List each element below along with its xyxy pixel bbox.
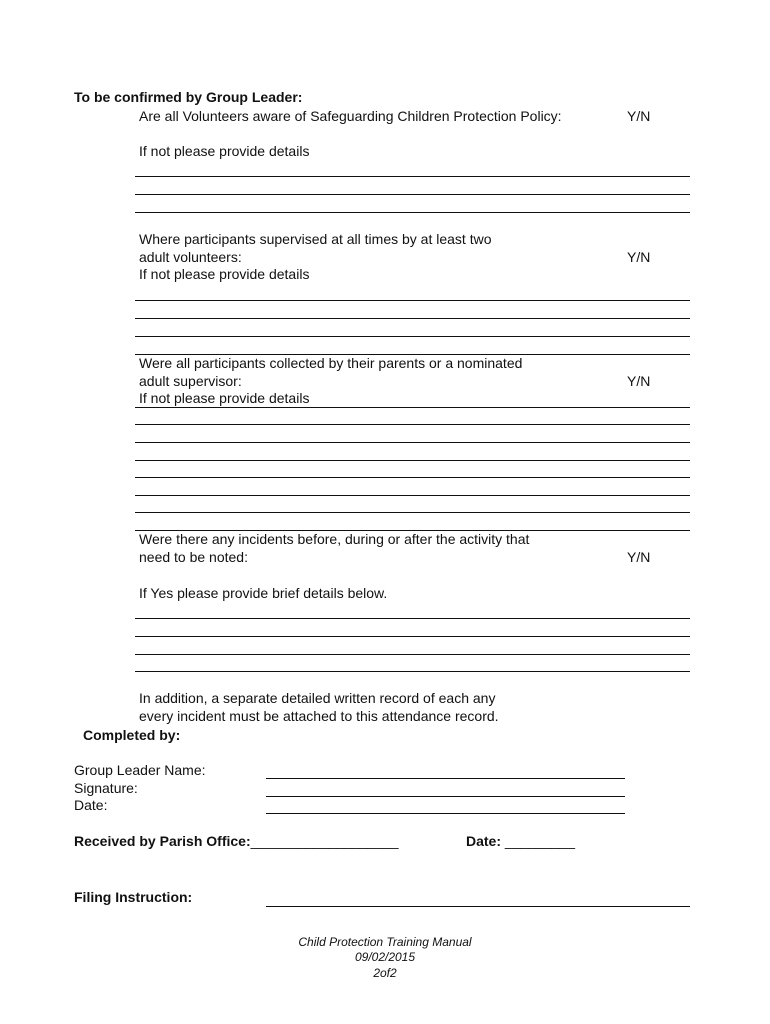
signature-label: Signature: <box>74 780 138 796</box>
answer-line[interactable] <box>135 407 690 408</box>
received-date-label: Date: <box>466 833 502 849</box>
question-2-text-line-1: Where participants supervised at all times by at least two <box>139 231 492 247</box>
answer-line[interactable] <box>135 460 690 461</box>
filing-instruction-label: Filing Instruction: <box>74 889 193 905</box>
signature-field[interactable] <box>266 796 625 797</box>
answer-line[interactable] <box>135 636 690 637</box>
answer-line[interactable] <box>135 318 690 319</box>
footer-date: 09/02/2015 <box>354 950 416 964</box>
answer-line[interactable] <box>135 176 690 177</box>
answer-line[interactable] <box>135 671 690 672</box>
received-row <box>74 833 399 850</box>
answer-line[interactable] <box>135 194 690 195</box>
answer-line[interactable] <box>135 442 690 443</box>
filing-instruction-field[interactable] <box>266 906 690 907</box>
question-4-text-line-2: need to be noted: <box>139 549 248 565</box>
question-3-text-line-2: adult supervisor: <box>139 373 242 389</box>
received-field[interactable]: ___________________ <box>250 833 399 849</box>
answer-line[interactable] <box>135 512 690 513</box>
question-2-followup: If not please provide details <box>139 266 310 282</box>
answer-line[interactable] <box>135 477 690 478</box>
answer-line[interactable] <box>135 300 690 301</box>
received-date-row <box>466 833 575 850</box>
question-2-answer[interactable]: Y/N <box>627 249 651 265</box>
addition-note-line-2: every incident must be attached to this attendance record. <box>139 708 499 724</box>
received-date-field[interactable]: _________ <box>504 833 575 849</box>
answer-line[interactable] <box>135 336 690 337</box>
question-4-followup: If Yes please provide brief details below. <box>139 585 388 601</box>
answer-line[interactable] <box>135 495 690 496</box>
date-label: Date: <box>74 797 108 813</box>
answer-line[interactable] <box>135 654 690 655</box>
group-leader-name-label: Group Leader Name: <box>74 762 206 778</box>
question-4-answer[interactable]: Y/N <box>627 549 651 565</box>
answer-line[interactable] <box>135 212 690 213</box>
question-3-answer[interactable]: Y/N <box>627 373 651 389</box>
completed-by-heading: Completed by: <box>83 727 181 743</box>
question-2-text-line-2: adult volunteers: <box>139 249 242 265</box>
answer-line[interactable] <box>135 618 690 619</box>
question-3-text-line-1: Were all participants collected by their parents or a nominated <box>139 355 523 371</box>
addition-note-line-1: In addition, a separate detailed written record of each any <box>139 690 496 706</box>
question-1-text: Are all Volunteers aware of Safeguarding Children Protection Policy: <box>139 108 562 124</box>
date-field[interactable] <box>266 813 625 814</box>
question-4-text-line-1: Were there any incidents before, during or after the activity that <box>139 531 530 547</box>
question-3-followup: If not please provide details <box>139 390 310 406</box>
received-label: Received by Parish Office: <box>74 833 251 849</box>
answer-line[interactable] <box>135 424 690 425</box>
section-title: To be confirmed by Group Leader: <box>74 89 303 105</box>
footer-page: 2of2 <box>373 966 397 980</box>
question-1-followup: If not please provide details <box>139 143 310 159</box>
question-1-answer[interactable]: Y/N <box>627 108 651 124</box>
footer-title: Child Protection Training Manual <box>298 935 472 949</box>
group-leader-name-field[interactable] <box>266 778 625 779</box>
